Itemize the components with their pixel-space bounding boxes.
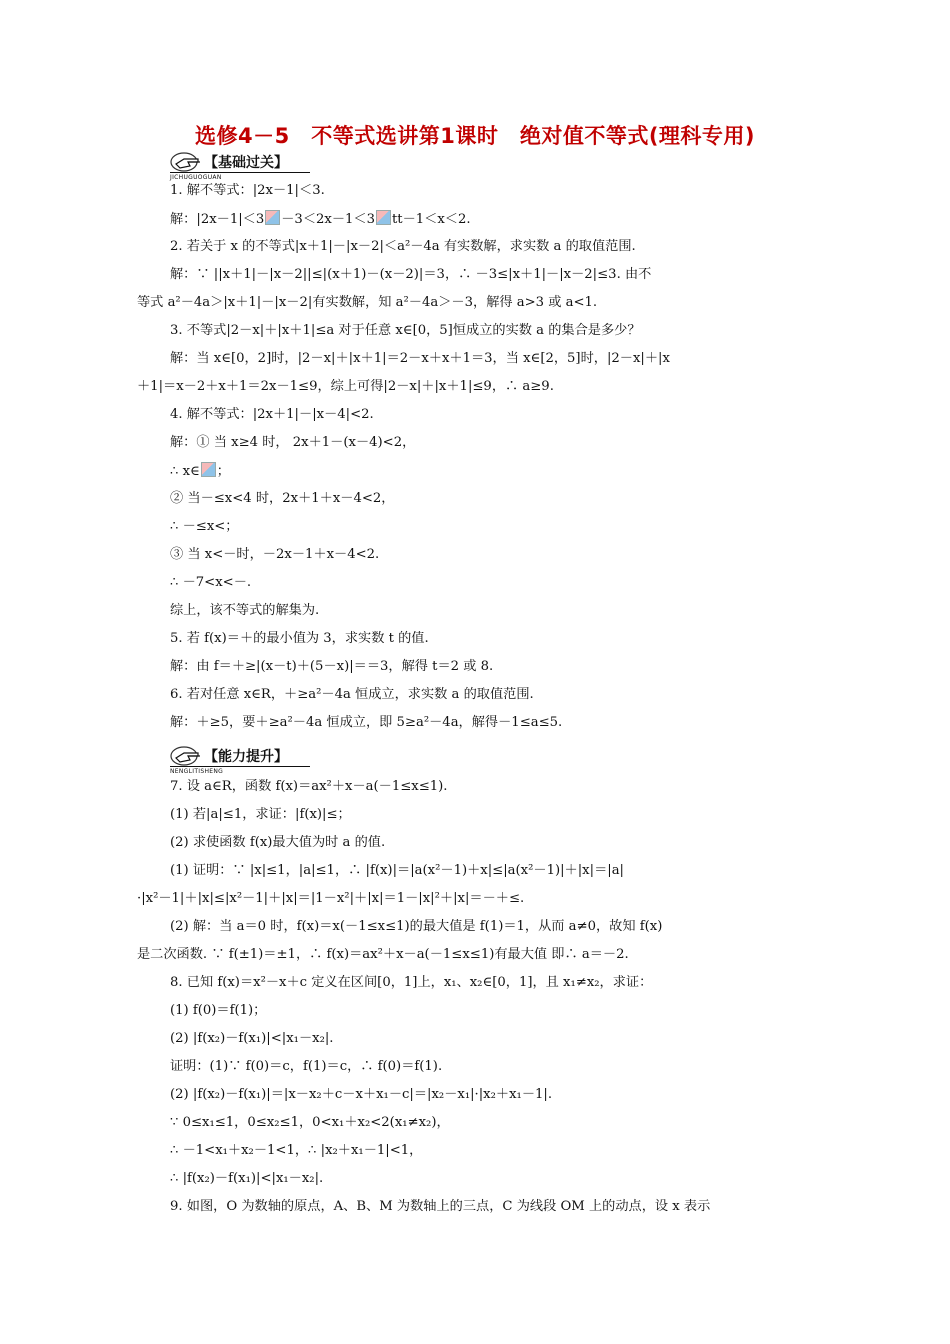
text-line: 解：① 当 x≥4 时， 2x＋1－(x－4)<2， (170, 435, 416, 450)
broken-image-icon (376, 210, 391, 225)
text-line: (1) 若|a|≤1，求证：|f(x)|≤； (170, 807, 351, 822)
text-line: (2) 求使函数 f(x)最大值为时 a 的值. (170, 835, 386, 850)
text-line: ＋1|＝x－2＋x＋1＝2x－1≤9，综上可得|2－x|＋|x＋1|≤9，∴ a≥9. (137, 379, 554, 394)
text-line: 4. 解不等式：|2x＋1|－|x－4|<2. (170, 407, 374, 422)
text-line (170, 210, 471, 229)
text-line: ·|x²－1|＋|x|≤|x²－1|＋|x|＝|1－x²|＋|x|＝1－|x|²＋|x|＝－＋≤. (137, 891, 525, 906)
page-title: 选修4－5 不等式选讲第1课时 绝对值不等式(理科专用) (194, 124, 756, 148)
text-line: 3. 不等式|2－x|＋|x＋1|≤a 对于任意 x∈[0，5]恒成立的实数 a 的集合是多少？ (170, 323, 641, 338)
text-line: ∴ －≤x<； (170, 519, 239, 534)
text-line: 8. 已知 f(x)＝x²－x＋c 定义在区间[0，1]上，x₁、x₂∈[0，1]，且 x₁≠x₂，求证： (170, 975, 653, 990)
text-span: tt－1＜x＜2. (392, 212, 471, 227)
text-line: (1) 证明：∵ |x|≤1，|a|≤1，∴ |f(x)|＝|a(x²－1)＋x|≤|a(x²－1)|＋|x|＝|a| (170, 863, 625, 878)
text-line: (1) f(0)＝f(1)； (170, 1003, 267, 1018)
text-line: 综上，该不等式的解集为. (170, 603, 320, 618)
section-pinyin: NENGLITISHENG (170, 768, 224, 775)
section-underline (170, 172, 310, 173)
text-line: 等式 a²－4a＞|x＋1|－|x－2|有实数解，知 a²－4a＞－3，解得 a>3 或 a<1. (137, 295, 598, 310)
text-line (170, 462, 230, 481)
broken-image-icon (265, 210, 280, 225)
text-span: ； (216, 464, 230, 479)
pointing-hand-icon (170, 744, 206, 768)
text-line: ② 当－≤x<4 时，2x＋1＋x－4<2， (170, 491, 395, 506)
text-line: 7. 设 a∈R，函数 f(x)＝ax²＋x－a(－1≤x≤1). (170, 779, 448, 794)
section-label: 【基础过关】 (204, 155, 288, 171)
text-line: 解：由 f＝＋≥|(x－t)＋(5－x)|＝＝3，解得 t＝2 或 8. (170, 659, 494, 674)
section-underline (170, 766, 310, 767)
text-line: 解：当 x∈[0，2]时，|2－x|＋|x＋1|＝2－x＋x＋1＝3，当 x∈[2，5]时，|2－x|＋|x (170, 351, 670, 366)
text-span: ∴ x∈ (170, 464, 200, 479)
text-line: 6. 若对任意 x∈R，＋≥a²－4a 恒成立，求实数 a 的取值范围. (170, 687, 534, 702)
text-line: 5. 若 f(x)＝＋的最小值为 3，求实数 t 的值. (170, 631, 429, 646)
text-line: 9. 如图，O 为数轴的原点，A、B、M 为数轴上的三点，C 为线段 OM 上的动点，设 x 表示 (170, 1199, 711, 1214)
pointing-hand-icon (170, 150, 206, 174)
text-span: －3＜2x－1＜3 (281, 212, 375, 227)
text-line: ∴ －1<x₁＋x₂－1<1，∴ |x₂＋x₁－1|<1， (170, 1143, 423, 1158)
section-pinyin: JICHUGUOGUAN (170, 174, 222, 181)
text-line: (2) |f(x₂)－f(x₁)|＝|x－x₂＋c－x＋x₁－c|＝|x₂－x₁|·|x₂＋x₁－1|. (170, 1087, 553, 1102)
broken-image-icon (201, 462, 216, 477)
text-line: (2) |f(x₂)－f(x₁)|<|x₁－x₂|. (170, 1031, 334, 1046)
text-line: ③ 当 x<－时，－2x－1＋x－4<2. (170, 547, 380, 562)
text-line: 解：＋≥5，要＋≥a²－4a 恒成立，即 5≥a²－4a，解得－1≤a≤5. (170, 715, 563, 730)
text-line: 1. 解不等式：|2x－1|＜3. (170, 183, 325, 198)
text-line: 解：∵ ||x＋1|－|x－2||≤|(x＋1)－(x－2)|＝3，∴ －3≤|x＋1|－|x－2|≤3. 由不 (170, 267, 652, 282)
text-line: 证明：(1)∵ f(0)＝c，f(1)＝c，∴ f(0)＝f(1). (170, 1059, 443, 1074)
text-line: 是二次函数. ∵ f(±1)＝±1，∴ f(x)＝ax²＋x－a(－1≤x≤1)有最大值 即∴ a＝－2. (137, 947, 629, 962)
text-line: 2. 若关于 x 的不等式|x＋1|－|x－2|＜a²－4a 有实数解，求实数 a 的取值范围. (170, 239, 636, 254)
section-label: 【能力提升】 (204, 749, 288, 765)
text-line: ∴ |f(x₂)－f(x₁)|<|x₁－x₂|. (170, 1171, 324, 1186)
text-line: ∴ －7<x<－. (170, 575, 252, 590)
text-line: (2) 解：当 a＝0 时，f(x)＝x(－1≤x≤1)的最大值是 f(1)＝1，从而 a≠0，故知 f(x) (170, 919, 663, 934)
text-line: ∵ 0≤x₁≤1，0≤x₂≤1，0<x₁＋x₂<2(x₁≠x₂)， (170, 1115, 450, 1130)
text-span: 解：|2x－1|＜3 (170, 212, 265, 227)
